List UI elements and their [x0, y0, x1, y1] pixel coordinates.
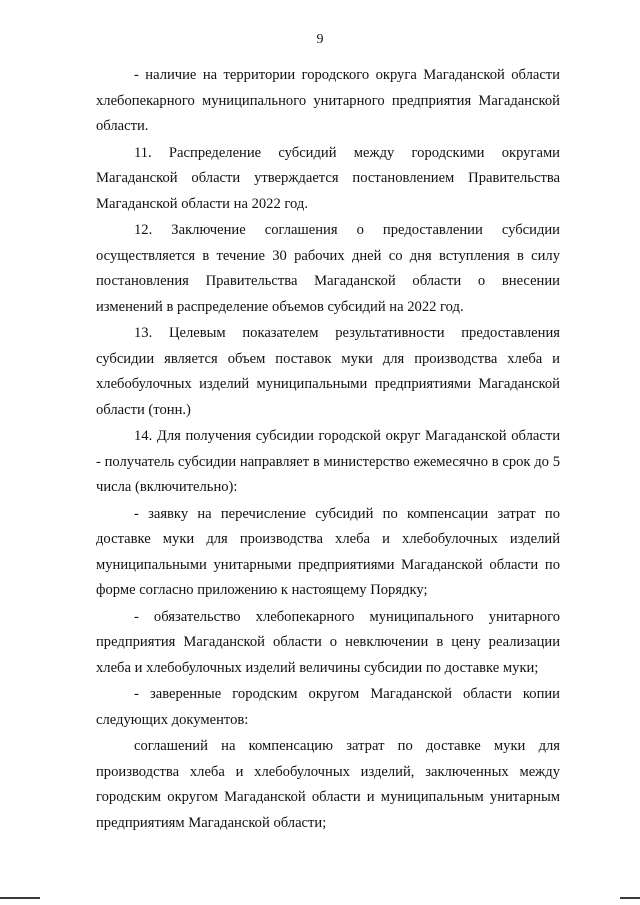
- list-item-agreements: соглашений на компенсацию затрат по доставке муки для производства хлеба и хлебобулочных изделий, заключенных между городским округом Магаданской области и муниципальным унитарным предприятиям Магаданской области;: [96, 738, 560, 831]
- list-item-obligation: - обязательство хлебопекарного муниципального унитарного предприятия Магаданской области о невключении в цену реализации хлеба и хлебобулочных изделий величины субсидии по доставке муки;: [96, 608, 560, 676]
- list-item-certified-copies: - заверенные городским округом Магаданской области копии следующих документов:: [96, 686, 560, 728]
- paragraph-territory-condition: - наличие на территории городского округа Магаданской области хлебопекарного муниципального унитарного предприятия Магаданской области.: [96, 67, 560, 134]
- page-number: 9: [316, 32, 324, 47]
- paragraph-11-subsidy-distribution: 11. Распределение субсидий между городскими округами Магаданской области утверждается постановлением Правительства Магаданской области на 2022 год.: [96, 144, 560, 212]
- paragraph-14-application: 14. Для получения субсидии городской округ Магаданской области - получатель субсидии направляет в министерство ежемесячно в срок до 5 числа (включительно):: [96, 428, 560, 495]
- document-body: [96, 63, 560, 836]
- scan-edge-mark-left: [0, 897, 40, 899]
- paragraph-12-agreement: 12. Заключение соглашения о предоставлении субсидии осуществляется в течение 30 рабочих дней со дня вступления в силу постановления Правительства Магаданской области о внесении изменений в распределение объемов субсидий на 2022 год.: [96, 222, 560, 315]
- list-item-application-request: - заявку на перечисление субсидий по компенсации затрат по доставке муки для производства хлеба и хлебобулочных изделий муниципальными унитарными предприятиями Магаданской области по форме согласно приложению к настоящему Порядку;: [96, 505, 560, 598]
- paragraph-13-target-indicator: 13. Целевым показателем результативности предоставления субсидии является объем поставок муки для производства хлеба и хлебобулочных изделий муниципальными предприятиями Магаданской области (тонн.): [96, 325, 560, 418]
- scan-edge-mark-right: [620, 897, 640, 899]
